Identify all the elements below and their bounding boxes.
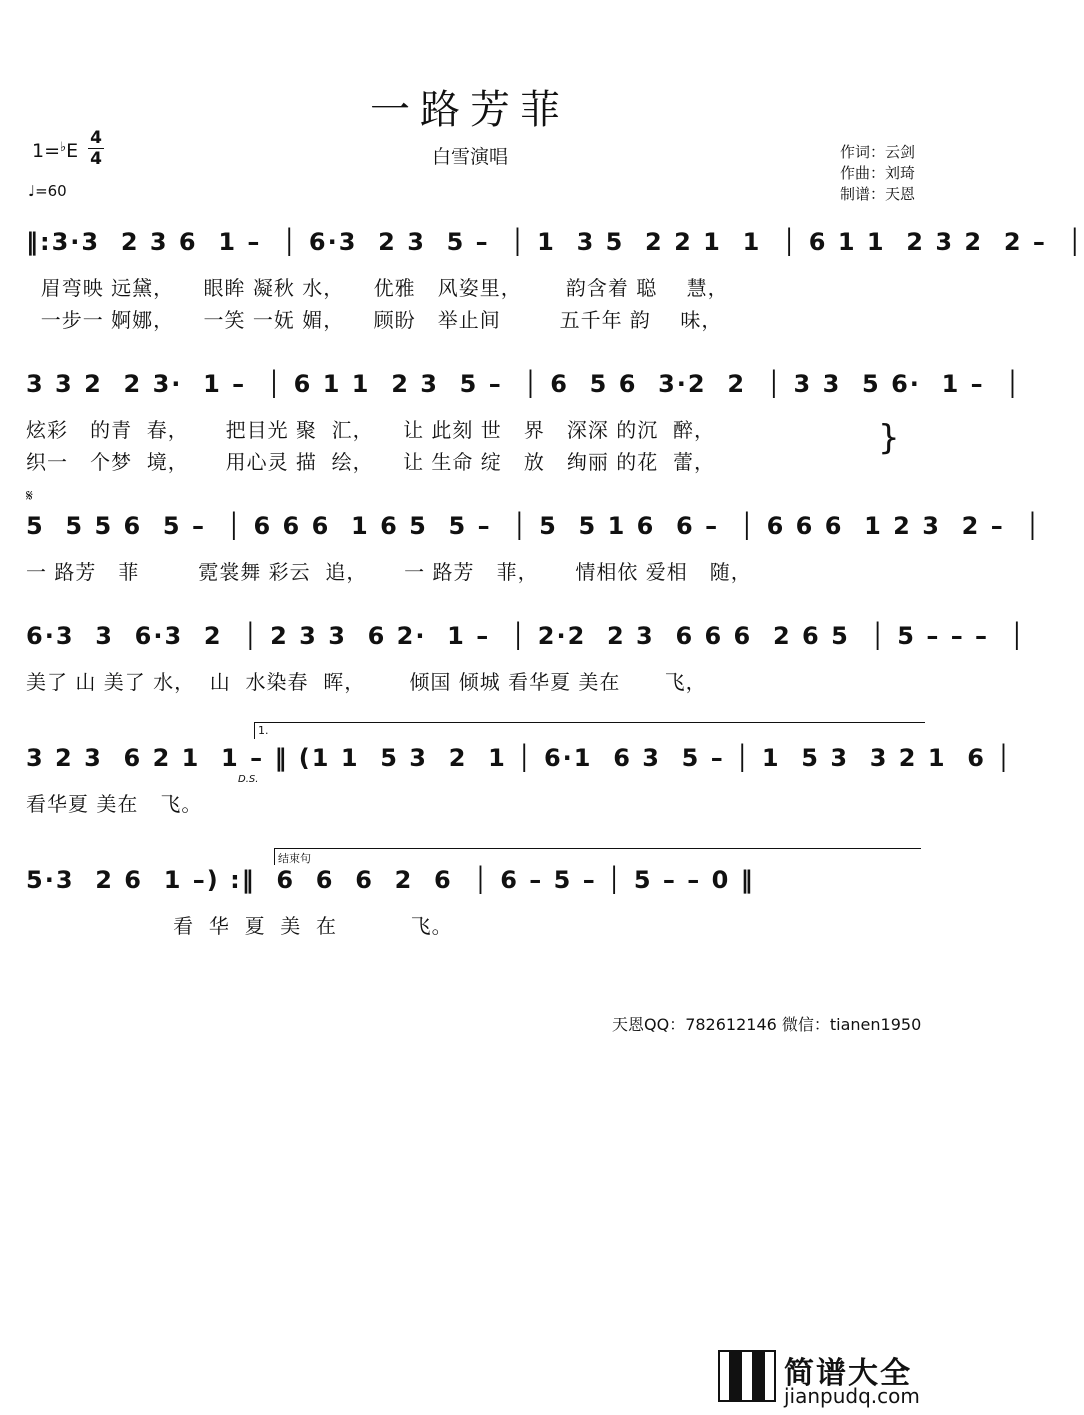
key-flat: ♭: [60, 140, 67, 155]
time-signature: [86, 128, 106, 169]
ds-mark: D.S.: [238, 774, 259, 785]
contact-footer: 天恩QQ：782612146 微信：tianen1950: [612, 1015, 922, 1034]
first-ending-bracket: [254, 722, 925, 739]
site-logo: [718, 1348, 930, 1408]
lyric-verse-2: 织一 个梦 境， 用心灵 描 绘， 让 生命 绽 放 绚丽 的花 蕾，: [26, 450, 716, 474]
song-title: 一路芳菲: [370, 87, 570, 133]
meter-top: 4: [90, 128, 102, 148]
volta-label: 结束句: [278, 852, 311, 865]
piano-keys-icon: [718, 1350, 776, 1402]
singer-credit: 白雪演唱: [431, 146, 508, 168]
segno-sign: 𝄋: [26, 486, 33, 505]
logo-domain-text: jianpudq.com: [784, 1384, 920, 1408]
lyric-verse-1: 美了 山 美了 水， 山 水染春 晖， 倾国 倾城 看华夏 美在 飞，: [26, 670, 707, 694]
lyric-verse-1: 炫彩 的青 春， 把目光 聚 汇， 让 此刻 世 界 深深 的沉 醉，: [26, 418, 716, 442]
lyricist: 作词：云剑: [840, 143, 916, 161]
notes: 5·3 2 6 1 –) :‖ 6 6 6 2 6 │ 6 – 5 – │ 5 – – 0 ‖: [26, 866, 755, 894]
credits: [840, 142, 915, 205]
lyric-verse-1: 眉弯映 远黛， 眼眸 凝秋 水， 优雅 风姿里， 韵含着 聪 慧，: [26, 276, 729, 300]
key-note: E: [66, 140, 79, 162]
logo-chinese-text: 简谱大全: [784, 1356, 912, 1391]
notes: 6·3 3 6·3 2 │ 2 3 3 6 2· 1 – │ 2·2 2 3 6 6 6 2 6 5 │ 5 – – – │: [26, 622, 1027, 650]
coda-bracket: [274, 848, 921, 865]
notes: ‖:3·3 2 3 6 1 – │ 6·3 2 3 5 – │ 1 3 5 2 2 1 1 │ 6 1 1 2 3 2 2 – │: [26, 228, 1084, 256]
notes: 3 2 3 6 2 1 1 – ‖ (1 1 5 3 2 1 │ 6·1 6 3 5 – │ 1 5 3 3 2 1 6 │: [26, 744, 1013, 772]
volta-label: 1.: [258, 724, 269, 737]
lyric-verse-1: 看华夏 美在 飞。: [26, 792, 203, 816]
arranger: 制谱：天恩: [840, 185, 916, 203]
tempo-mark: ♩=60: [28, 182, 67, 200]
key-prefix: 1=: [32, 140, 61, 162]
meter-bottom: 4: [90, 149, 102, 169]
lyric-verse-1: 看 华 夏 美 在 飞。: [26, 914, 453, 938]
lyric-verse-1: 一 路芳 菲 霓裳舞 彩云 追， 一 路芳 菲， 情相依 爱相 随，: [26, 560, 752, 584]
lyric-verse-2: 一步一 婀娜， 一笑 一妩 媚， 顾盼 举止间 五千年 韵 味，: [26, 308, 723, 332]
verse-brace: }: [878, 418, 900, 458]
notes: 5 5 5 6 5 – │ 6 6 6 1 6 5 5 – │ 5 5 1 6 6 – │ 6 6 6 1 2 3 2 – │: [26, 512, 1042, 540]
composer: 作曲：刘琦: [840, 164, 916, 182]
notes: 3 3 2 2 3· 1 – │ 6 1 1 2 3 5 – │ 6 5 6 3·2 2 │ 3 3 5 6· 1 – │: [26, 370, 1022, 398]
key-signature: [32, 140, 78, 162]
